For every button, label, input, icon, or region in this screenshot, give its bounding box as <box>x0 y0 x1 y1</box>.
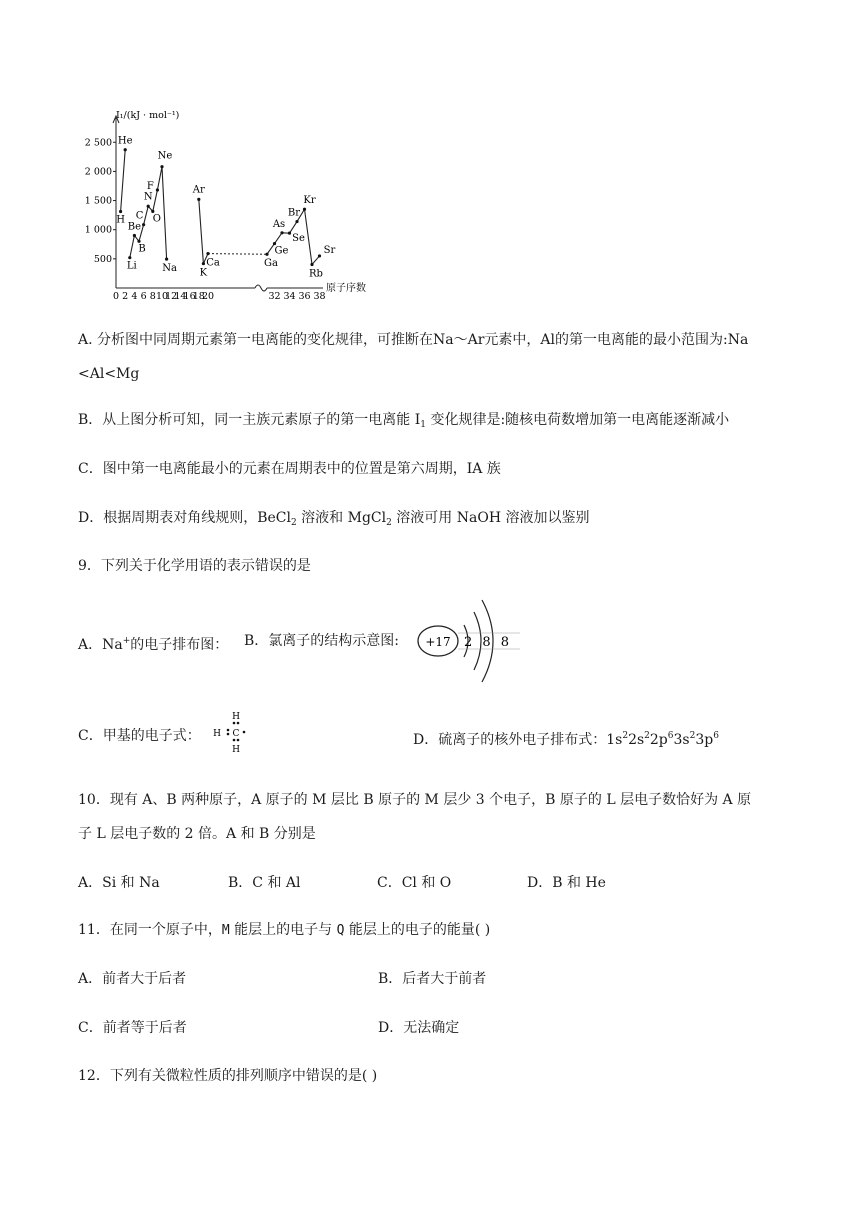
y-tick-labels <box>85 137 116 265</box>
y-tick-label: 2 000 <box>84 166 112 178</box>
q9-option-a-text-end: 的电子排布图： <box>130 637 229 653</box>
y-tick-label: 500 <box>93 253 112 265</box>
q11-stem <box>78 920 490 941</box>
x-tick-label: 34 <box>283 291 296 302</box>
data-point-Ar <box>197 198 200 201</box>
orbital-1: 2s <box>628 732 645 748</box>
data-point-Na <box>165 257 168 260</box>
point-label-Br: Br <box>287 207 301 219</box>
q11-stem-m: M <box>221 923 230 938</box>
axis-break <box>255 285 267 291</box>
y-axis-label: I₁/(kJ · mol⁻¹) <box>116 110 180 121</box>
q8-option-d-end: 溶液可用 NaOH 溶液加以鉴别 <box>391 510 590 526</box>
data-point-As <box>280 231 283 234</box>
q10-stem-line2: 子 L 层电子数的 2 倍。A 和 B 分别是 <box>78 826 316 842</box>
q8-option-a-line2: <Al<Mg <box>78 366 140 382</box>
data-point-H <box>119 210 122 213</box>
orbital-electrons-2: 6 <box>667 731 674 741</box>
point-label-F: F <box>146 180 154 192</box>
dot <box>237 722 240 725</box>
q9-option-d-text: D．硫离子的核外电子排布式： <box>413 732 607 748</box>
x-tick-label: 10 <box>155 291 169 302</box>
q11-option-b: B．后者大于前者 <box>378 971 487 987</box>
q9-option-a-sup: + <box>122 636 131 646</box>
q11-option-a: A．前者大于后者 <box>78 971 187 987</box>
x-tick-label: 32 <box>268 291 281 302</box>
x-axis-label: 原子序数 <box>326 283 366 294</box>
orbital-4: 3p <box>695 732 714 748</box>
methyl-electron-formula <box>212 710 252 754</box>
q10-option-b: B．C 和 Al <box>228 875 301 891</box>
ca-ga-dashed-link <box>208 254 267 255</box>
h-top: H <box>232 712 240 722</box>
q8-option-a-line1: A. 分析图中同周期元素第一电离能的变化规律，可推断在Na～Ar元素中，Al的第一电离能的最小范围为:Na <box>78 332 749 348</box>
data-point-Br <box>295 220 298 223</box>
data-point-Be <box>133 234 136 237</box>
q9-stem: 9．下列关于化学用语的表示错误的是 <box>78 558 311 574</box>
point-label-Ne: Ne <box>157 150 173 162</box>
y-tick-label: 1 000 <box>84 224 112 236</box>
h-left: H <box>213 729 221 739</box>
q8-option-d <box>78 508 590 533</box>
data-point-Se <box>288 232 291 235</box>
nucleus-charge: +17 <box>425 635 451 649</box>
q10-option-d: D．B 和 He <box>527 875 606 891</box>
q9-option-a <box>78 631 228 655</box>
x-tick-labels <box>113 291 326 302</box>
q10-option-c: C．Cl 和 O <box>377 875 452 891</box>
data-point-He <box>124 148 127 151</box>
point-label-Ga: Ga <box>264 258 278 270</box>
data-point-F <box>156 188 159 191</box>
q8-option-b-text-end: 变化规律是:随核电荷数增加第一电离能逐渐减小 <box>426 412 730 428</box>
q8-option-b-text: B．从上图分析可知，同一主族元素原子的第一电离能 I <box>78 412 421 428</box>
c-center: C <box>232 729 240 739</box>
q11-option-c: C．前者等于后者 <box>78 1020 187 1036</box>
dot <box>243 731 246 734</box>
orbital-electrons-3: 2 <box>689 731 696 741</box>
chloride-ion-structure-diagram <box>414 598 524 686</box>
x-tick-label: 18 <box>192 291 205 302</box>
x-tick-label: 20 <box>201 291 215 302</box>
dot <box>227 733 230 736</box>
point-label-H: H <box>116 214 125 226</box>
shell-electron-counts: 2 8 8 <box>464 635 513 650</box>
point-label-Na: Na <box>162 263 177 275</box>
dot <box>233 739 236 742</box>
point-label-Rb: Rb <box>309 268 323 280</box>
point-label-Li: Li <box>126 260 137 272</box>
q9-option-c: C．甲基的电子式： <box>78 728 201 744</box>
data-point-Li <box>128 256 131 259</box>
q8-option-d-text: D．根据周期表对角线规则，BeCl <box>78 510 291 526</box>
dot <box>227 729 230 732</box>
point-label-Be: Be <box>127 221 142 233</box>
orbital-0: 1s <box>606 732 623 748</box>
point-label-O: O <box>152 213 161 225</box>
q8-option-b <box>78 410 729 435</box>
q12-stem: 12．下列有关微粒性质的排列顺序中错误的是( ) <box>78 1068 378 1084</box>
data-point-Ne <box>160 165 163 168</box>
q9-option-a-text: A．Na <box>78 637 123 653</box>
data-point-C <box>142 223 145 226</box>
data-point-Rb <box>310 263 313 266</box>
x-tick-label: 36 <box>298 291 311 302</box>
q8-option-d-sub2: 2 <box>386 518 392 528</box>
point-label-C: C <box>135 210 144 222</box>
q10-option-a: A．Si 和 Na <box>78 875 160 891</box>
y-tick-label: 1 500 <box>84 195 112 207</box>
h-bottom: H <box>232 745 240 755</box>
data-point-K <box>202 262 205 265</box>
q9-option-b: B．氯离子的结构示意图: <box>244 633 400 649</box>
x-tick-label: 6 <box>140 291 147 302</box>
point-label-B: B <box>138 243 146 255</box>
data-point-Kr <box>303 208 306 211</box>
q8-option-d-sub1: 2 <box>291 518 297 528</box>
orbital-electrons-1: 2 <box>644 731 650 741</box>
dot <box>237 739 240 742</box>
q11-stem-q: Q <box>336 923 345 938</box>
point-label-Ge: Ge <box>274 245 289 257</box>
point-label-N: N <box>143 191 153 203</box>
orbital-2: 2p <box>649 732 668 748</box>
q9-option-d <box>413 726 719 750</box>
orbital-electrons-4: 6 <box>713 731 719 741</box>
orbital-electrons-0: 2 <box>622 731 629 741</box>
q11-option-d: D．无法确定 <box>378 1020 460 1036</box>
x-tick-label: 2 <box>122 291 129 302</box>
point-label-Ca: Ca <box>206 257 220 269</box>
point-label-Sr: Sr <box>323 244 336 256</box>
data-point-Sr <box>318 254 321 257</box>
x-tick-label: 4 <box>131 291 138 302</box>
point-label-He: He <box>117 135 133 147</box>
x-tick-label: 8 <box>149 291 156 302</box>
q11-stem-mid: 能层上的电子与 <box>229 922 337 938</box>
point-label-Kr: Kr <box>303 195 316 207</box>
orbital-3: 3s <box>673 732 690 748</box>
q8-option-b-sub: 1 <box>420 420 427 430</box>
x-tick-label: 14 <box>174 291 187 302</box>
q10-stem-line1: 10．现有 A、B 两种原子，A 原子的 M 层比 B 原子的 M 层少 3 个电子，B 原子的 L 层电子数恰好为 A 原 <box>78 792 752 808</box>
point-label-K: K <box>199 267 208 279</box>
sulfide-electron-configuration <box>606 732 719 748</box>
series-line-0 <box>121 150 126 212</box>
point-label-As: As <box>272 218 286 230</box>
point-label-Se: Se <box>292 233 305 245</box>
x-tick-label: 38 <box>313 291 326 302</box>
q8-option-d-mid: 溶液和 MgCl <box>296 510 387 526</box>
x-tick-label: 0 <box>112 291 120 302</box>
data-point-N <box>147 205 150 208</box>
dot <box>233 722 236 725</box>
q11-stem-end: 能层上的电子的能量( ) <box>344 922 491 938</box>
q8-option-c: C．图中第一电离能最小的元素在周期表中的位置是第六周期，IA 族 <box>78 461 501 477</box>
y-tick-label: 2 500 <box>84 137 112 149</box>
x-tick-label: 12 <box>165 291 178 302</box>
q11-stem-text: 11．在同一个原子中， <box>78 922 222 938</box>
point-label-Ar: Ar <box>192 184 205 196</box>
ionization-energy-chart <box>84 104 390 302</box>
x-tick-label: 16 <box>183 291 196 302</box>
